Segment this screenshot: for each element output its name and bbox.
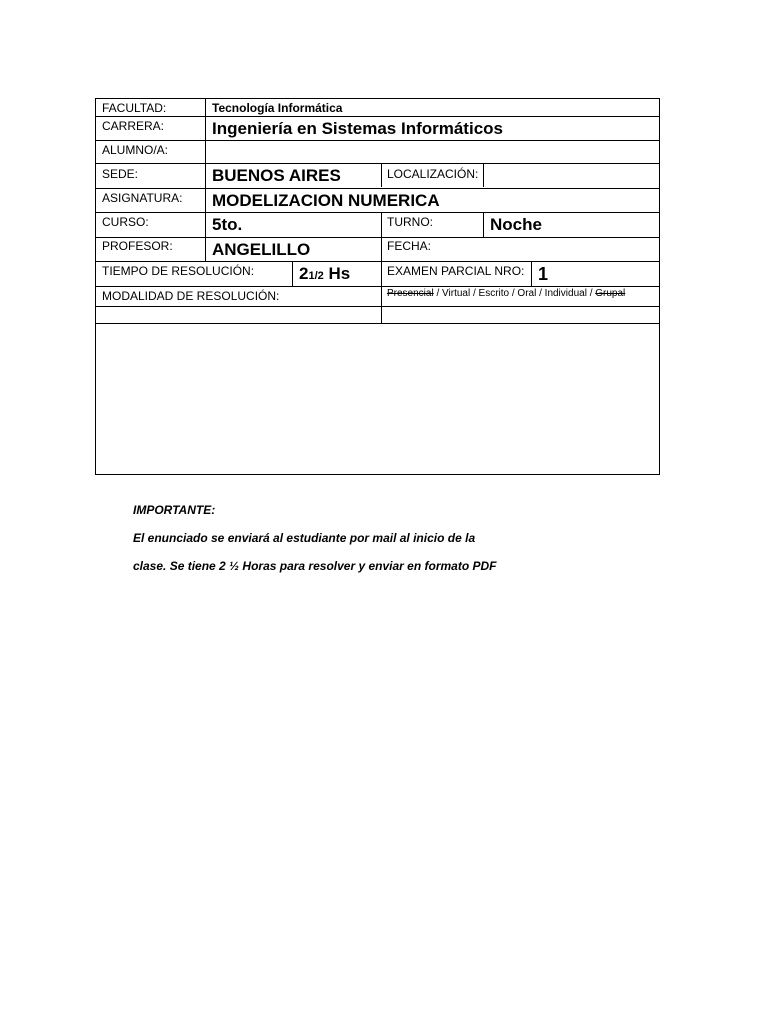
turno-value: Noche (490, 215, 542, 234)
facultad-label: FACULTAD: (102, 101, 167, 115)
column-divider (381, 163, 382, 187)
row-divider (96, 163, 659, 164)
row-divider (96, 323, 659, 324)
sede-value: BUENOS AIRES (212, 166, 341, 185)
fecha-label: FECHA: (387, 239, 432, 253)
tiempo-fraction: 1/2 (308, 270, 324, 282)
asignatura-label: ASIGNATURA: (102, 191, 183, 205)
examen-label: EXAMEN PARCIAL NRO: (387, 264, 525, 278)
exam-header-table (95, 98, 660, 475)
column-divider (205, 163, 206, 262)
facultad-value: Tecnología Informática (212, 101, 343, 115)
profesor-value: ANGELILLO (212, 240, 311, 259)
tiempo-label: TIEMPO DE RESOLUCIÓN: (102, 264, 255, 278)
notes-line-1: El enunciado se enviará al estudiante por mail al inicio de la (133, 531, 476, 545)
curso-label: CURSO: (102, 215, 149, 229)
important-notes (133, 503, 497, 587)
column-divider (381, 286, 382, 323)
column-divider (483, 212, 484, 237)
modalidad-presencial: Presencial (387, 288, 434, 299)
carrera-value: Ingeniería en Sistemas Informáticos (212, 119, 503, 138)
row-divider (96, 212, 659, 213)
row-divider (96, 306, 659, 307)
column-divider (381, 212, 382, 261)
curso-value: 5to. (212, 215, 243, 234)
row-divider (96, 237, 659, 238)
row-divider (96, 116, 659, 117)
row-divider (96, 140, 659, 141)
modalidad-separator: / Virtual / Escrito / Oral / Individual / (433, 288, 596, 299)
localizacion-label: LOCALIZACIÓN: (387, 167, 479, 181)
tiempo-main: 2 (299, 264, 309, 283)
notes-title: IMPORTANTE: (133, 503, 216, 517)
tiempo-value (299, 265, 350, 283)
tiempo-unit: Hs (323, 264, 351, 283)
notes-line-2: clase. Se tiene 2 ½ Horas para resolver y enviar en formato PDF (133, 559, 497, 573)
modalidad-grupal: Grupal (595, 288, 626, 299)
modalidad-label: MODALIDAD DE RESOLUCIÓN: (102, 289, 280, 303)
column-divider (381, 261, 382, 286)
modalidad-options (387, 289, 625, 299)
turno-label: TURNO: (387, 215, 433, 229)
row-divider (96, 286, 659, 287)
asignatura-value: MODELIZACION NUMERICA (212, 191, 440, 210)
carrera-label: CARRERA: (102, 119, 165, 133)
profesor-label: PROFESOR: (102, 239, 173, 253)
column-divider (531, 261, 532, 286)
column-divider (483, 163, 484, 187)
examen-value: 1 (538, 264, 549, 284)
row-divider (96, 261, 659, 262)
column-divider (205, 99, 206, 163)
sede-label: SEDE: (102, 167, 139, 181)
alumno-label: ALUMNO/A: (102, 143, 169, 157)
row-divider (96, 188, 659, 189)
column-divider (292, 261, 293, 286)
